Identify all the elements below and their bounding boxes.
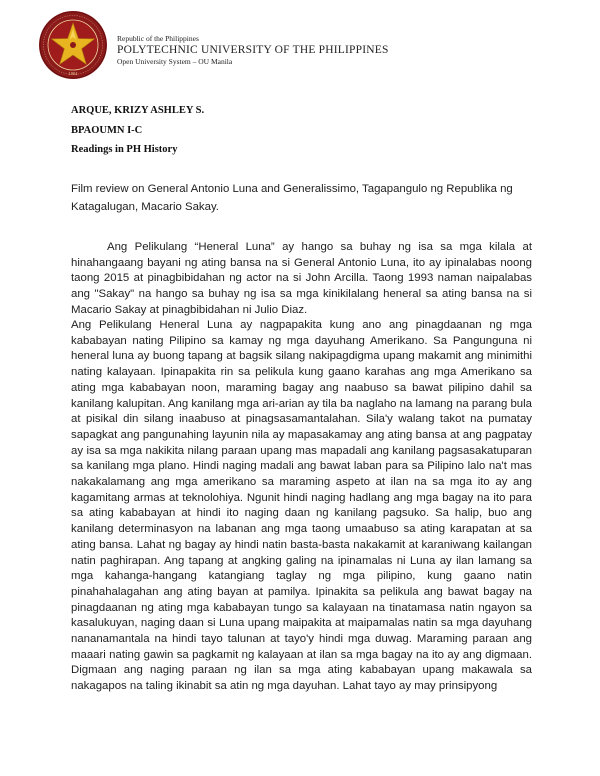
paragraph-intro: Ang Pelikulang “Heneral Luna” ay hango sa buhay ng isa sa mga kilala at hinahangaang bayani ng ating bansa na si General Antonio Luna, ito ay ipinalabas noong taong 2015 at pinagbibidahan ng actor na si John Arcilla. Taong 1993 naman naipalabas ang "Sakay" na hango sa buhay ng isa sa mga kinikilalang heneral sa ating bansa na si Macario Sakay at pinagbibidahan ni Julio Diaz. [71, 241, 532, 316]
paragraph-main: Ang Pelikulang Heneral Luna ay nagpapakita kung ano ang pinagdaanan ng mga kababayan nating Pilipino sa kamay ng mga dayuhang Amerikano. Sa Pangunguna ni heneral luna ay buong tapang at bagsik silang nakipagdigma upang makamit ang minimithi nating kalayaan. Ipinapakita rin sa pelikula kung gaano karahas ang mga Amerikano sa ating mga kababayan noon, maraming bagay ang naabuso sa bawat pilipino dahil sa kanilang kalupitan. Ang kanilang mga ari-arian ay tila ba naglaho na lamang na parang bula at pisikal din silang inaabuso at pinagsasamantalahan. Sila'y walang takot na pumatay sapagkat ang pangunahing layunin nila ay mapasakamay ang ating bansa at ang pagpatay ay isa sa mga nakikita nilang paraan upang mas mapadali ang kanilang pagsasakatuparan sa kanilang mga plano. Hindi naging madali ang bawat laban para sa Pilipino lalo na't mas nakakalamang ang mga amerikano sa maraming aspeto at ilan na sa mga ito ay ang kagamitang armas at teknolohiya. Ngunit hindi naging hadlang ang mga bagay na ito para sa ating kababayan at hindi ito naging daan ng kanilang pagsuko. Sa halip, buo ang kanilang determinasyon na labanan ang mga taong umaabuso sa ating karapatan at sa ating bansa. Lahat ng bagay ay hindi natin basta-basta nakakamit at karaniwang kailangan natin paghirapan. Ang tapang at angking galing na ipinamalas ni Luna ay ilan lamang sa mga kahanga-hangang katangiang taglay ng mga pilipino, kung gaano natin pinahahalagahan ang ating bayan at pamilya. Ipinakita sa pelikula ang bawat bagay na pinagdaanan ng ating mga kababayan tungo sa kalayaan na tinatamasa natin ngayon sa kasalukuyan, naging daan si Luna upang maipakita at maipamalas natin sa mga dayuhang nananamantala na hindi tayo talunan at tayo'y hindi mga duwag. Maraming paraan ang maaari nating gawin sa pagkamit ng kalayaan at ilan sa mga bagay na ito ay ang digmaan. Digmaan ang naging paraan ng ilan sa mga ating kababayan upang makawala sa nakagapos na taling ikinabit sa atin ng mga dayuhan. Lahat tayo ay may prinsipyong [71, 319, 533, 693]
review-title: Film review on General Antonio Luna and Generalissimo, Tagapangulo ng Republika ng Katagalugan, Macario Sakay. [71, 183, 513, 213]
university-seal [38, 10, 108, 80]
student-info [71, 101, 204, 160]
student-name: ARQUE, KRIZY ASHLEY S. [71, 105, 205, 116]
university-name: POLYTECHNIC UNIVERSITY OF THE PHILIPPINES [117, 44, 389, 56]
campus-label: Open University System – OU Manila [117, 57, 233, 66]
letterhead [117, 34, 389, 67]
seal-year: 1904 [68, 71, 78, 76]
course-title: Readings in PH History [71, 144, 178, 155]
republic-label: Republic of the Philippines [117, 34, 199, 43]
student-section: BPAOUMN I-C [71, 124, 143, 136]
